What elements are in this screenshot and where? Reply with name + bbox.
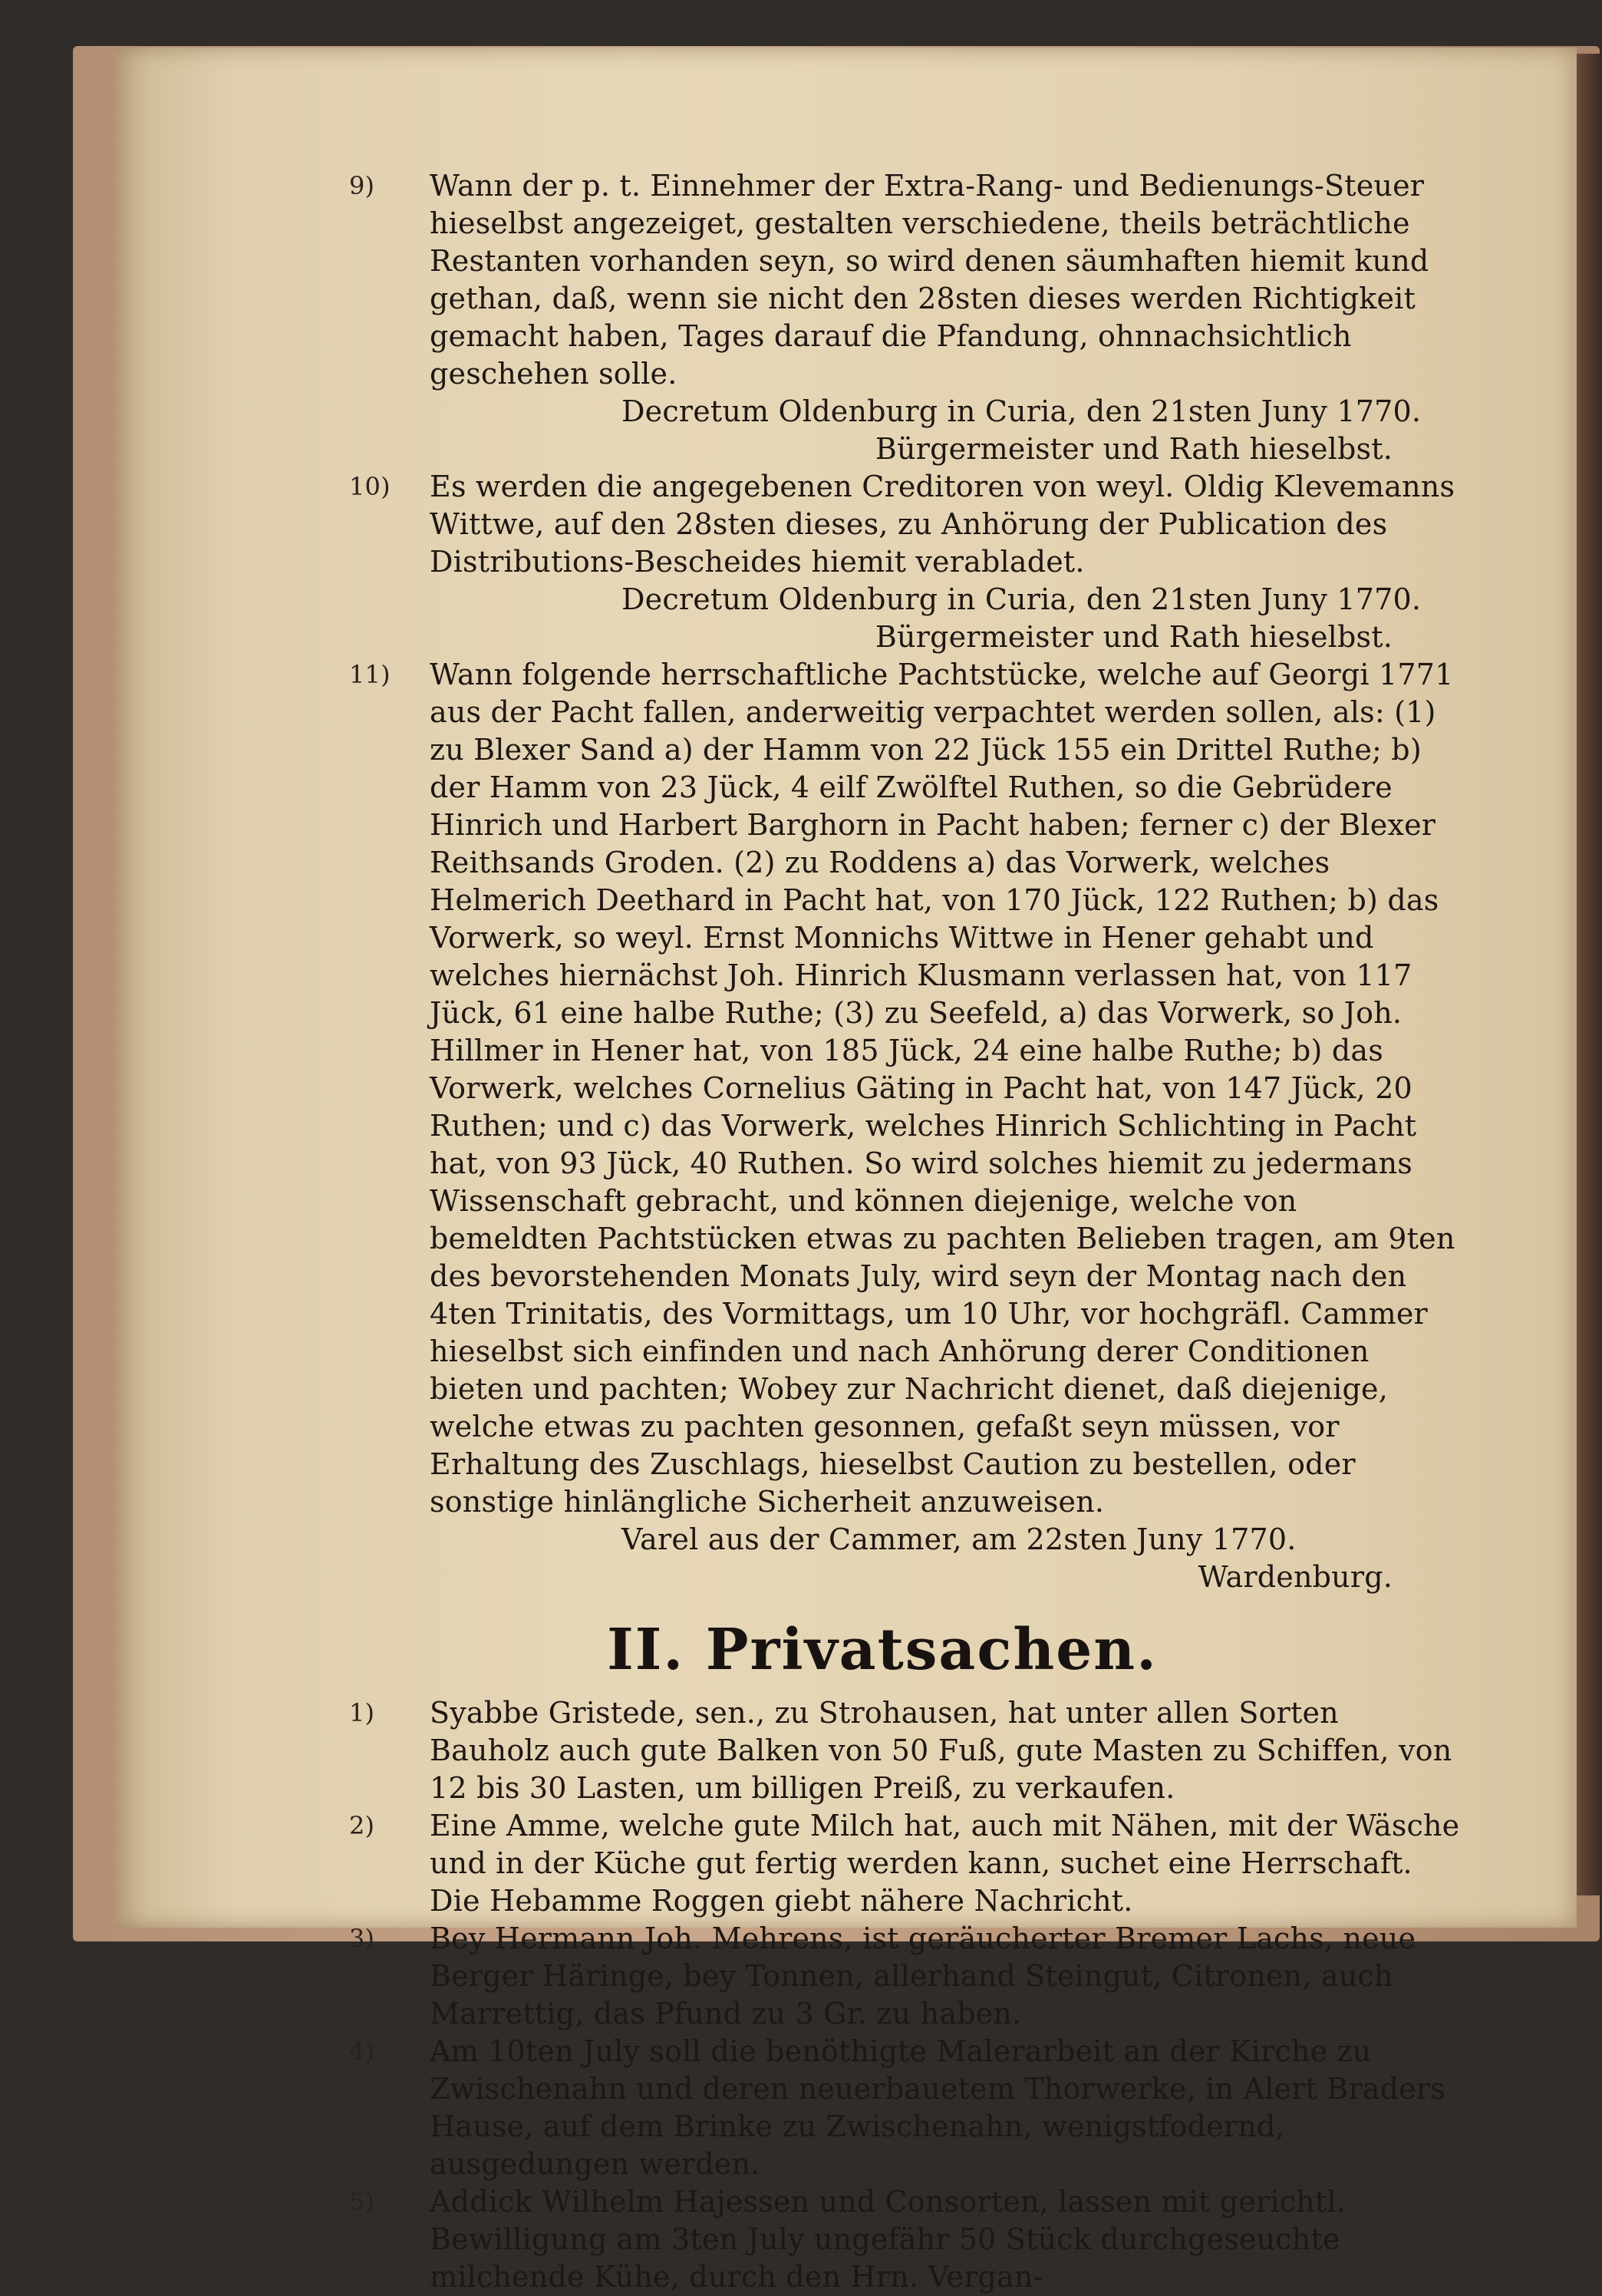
private-notice-2 (303, 1807, 1462, 1920)
item-number: 5) (349, 2187, 375, 2216)
signature-line: Bürgermeister und Rath hieselbst. (875, 620, 1393, 654)
signature-line: Bürgermeister und Rath hieselbst. (875, 432, 1393, 466)
item-number: 2) (349, 1811, 375, 1840)
item-number: 1) (349, 1698, 375, 1727)
notice-text: Es werden die angegebenen Creditoren von weyl. Oldig Klevemanns Wittwe, auf den 28sten dieses, zu Anhörung der Publication des Distributions-Bescheides hiemit verabladet. (430, 470, 1455, 579)
decree-line: Decretum Oldenburg in Curia, den 21sten Juny 1770. (621, 394, 1422, 428)
notice-text: Bey Hermann Joh. Mehrens, ist geräucherter Bremer Lachs, neue Berger Häringe, bey Tonnen, allerhand Steingut, Citronen, auch Marrettig, das Pfund zu 3 Gr. zu haben. (430, 1922, 1416, 2030)
section-heading: II. Privatsachen. (607, 1617, 1158, 1683)
item-number: 3) (349, 1924, 375, 1953)
signature-line: Wardenburg. (1198, 1560, 1393, 1594)
private-notice-4 (303, 2033, 1462, 2183)
notice-text: Syabbe Gristede, sen., zu Strohausen, hat unter allen Sorten Bauholz auch gute Balken von 50 Fuß, gute Masten zu Schiffen, von 12 bis 30 Lasten, um billigen Preiß, zu verkaufen. (430, 1696, 1452, 1805)
item-number: 4) (349, 2037, 375, 2066)
notice-text: Am 10ten July soll die benöthigte Malerarbeit an der Kirche zu Zwischenahn und deren neuerbauetem Thorwerke, in Alert Braders Hause, auf dem Brinke zu Zwischenahn, wenigstfodernd, ausgedungen werden. (430, 2034, 1445, 2181)
item-number: 10) (349, 472, 391, 501)
item-number: 11) (349, 660, 391, 689)
page-text (303, 167, 1462, 2296)
private-notice-1 (303, 1694, 1462, 1807)
notice-11 (303, 656, 1462, 1596)
decree-line: Varel aus der Cammer, am 22sten Juny 1770. (621, 1522, 1297, 1556)
notice-text: Eine Amme, welche gute Milch hat, auch mit Nähen, mit der Wäsche und in der Küche gut fertig werden kann, suchet eine Herrschaft. Die Hebamme Roggen giebt nähere Nachricht. (430, 1809, 1460, 1918)
notice-9 (303, 167, 1462, 468)
notice-text: Wann der p. t. Einnehmer der Extra-Rang- und Bedienungs-Steuer hieselbst angezeiget, gestalten verschiedene, theils beträchtliche Restanten vorhanden seyn, so wird denen säumhaften hiemit kund gethan, daß, wenn sie nicht den 28sten dieses werden Richtigkeit gemacht haben, Tages darauf die Pfandung, ohnnachsichtlich geschehen solle. (430, 169, 1429, 391)
private-notice-5 (303, 2183, 1462, 2296)
notice-text: Wann folgende herrschaftliche Pachtstücke, welche auf Georgi 1771 aus der Pacht fallen, anderweitig verpachtet werden sollen, als: (1) zu Blexer Sand a) der Hamm von 22 Jück 155 ein Drittel Ruthe; b) der Hamm von 23 Jück, 4 eilf Zwölftel Ruthen, so die Gebrüdere Hinrich und Harbert Barghorn in Pacht haben; ferner c) der Blexer Reithsands Groden. (2) zu Roddens a) das Vorwerk, welches Helmerich Deethard in Pacht hat, von 170 Jück, 122 Ruthen; b) das Vorwerk, so weyl. Ernst Monnichs Wittwe in Hener gehabt und welches hiernächst Joh. Hinrich Klusmann verlassen hat, von 117 Jück, 61 eine halbe Ruthe; (3) zu Seefeld, a) das Vorwerk, so Joh. Hillmer in Hener hat, von 185 Jück, 24 eine halbe Ruthe; b) das Vorwerk, welches Cornelius Gäting in Pacht hat, von 147 Jück, 20 Ruthen; und c) das Vorwerk, welches Hinrich Schlichting in Pacht hat, von 93 Jück, 40 Ruthen. So wird solches hiemit zu jedermans Wissenschaft gebracht, und können diejenige, welche von bemeldten Pachtstücken etwas zu pachten Belieben tragen, am 9ten des bevorstehenden Monats July, wird seyn der Montag nach den 4ten Trinitatis, des Vormittags, um 10 Uhr, vor hochgräfl. Cammer hieselbst sich einfinden und nach Anhörung derer Conditionen bieten und pachten; Wobey zur Nachricht dienet, daß diejenige, welche etwas zu pachten gesonnen, gefaßt seyn müssen, vor Erhaltung des Zuschlags, hieselbst Caution zu bestellen, oder sonstige hinlängliche Sicherheit anzuweisen. (430, 658, 1455, 1519)
book-cover-edge (1576, 54, 1602, 1895)
private-notice-3 (303, 1920, 1462, 2033)
notice-text: Addick Wilhelm Hajessen und Consorten, lassen mit gerichtl. Bewilligung am 3ten July ungefähr 50 Stück durchgeseuchte milchende Kühe, durch den Hrn. Vergan- (430, 2185, 1346, 2294)
item-number: 9) (349, 171, 375, 200)
notice-10 (303, 468, 1462, 656)
decree-line: Decretum Oldenburg in Curia, den 21sten Juny 1770. (621, 582, 1422, 616)
